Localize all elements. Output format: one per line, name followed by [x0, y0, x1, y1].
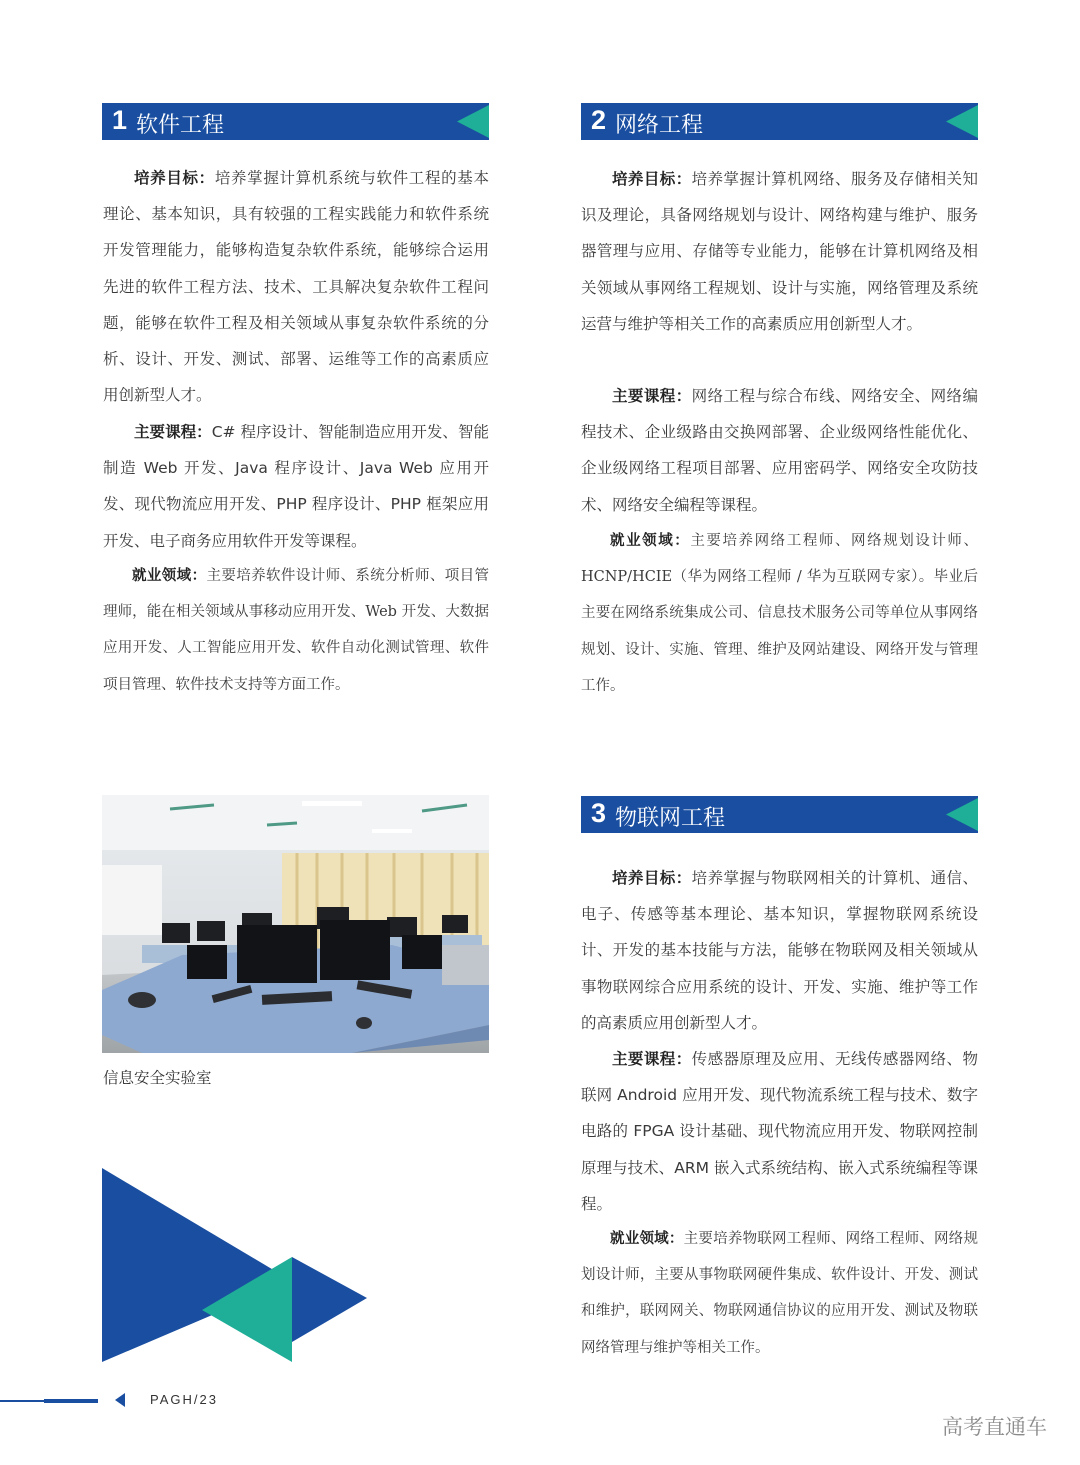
goal-text: 培养掌握计算机网络、服务及存储相关知识及理论，具备网络规划与设计、网络构建与维护、服务器管理与应用、存储等专业能力，能够在计算机网络及相关领域从事网络工程规划、设计与实施，网络管理及系统运营与维护等相关工作的高素质应用创新型人才。	[581, 170, 978, 333]
header-triangle-icon	[946, 796, 978, 833]
section-number: 2	[591, 105, 607, 135]
jobs-paragraph	[103, 558, 489, 703]
jobs-label: 就业领域：	[610, 532, 691, 549]
page-number: PAGH/23	[150, 1392, 218, 1407]
goal-paragraph	[581, 161, 978, 342]
footer-rule-thick	[44, 1399, 98, 1403]
jobs-text: 主要培养软件设计师、系统分析师、项目管理师，能在相关领域从事移动应用开发、Web 开发、大数据应用开发、人工智能应用开发、软件自动化测试管理、软件项目管理、软件技术支持等方面工作。	[103, 568, 490, 693]
goal-paragraph	[581, 860, 978, 1041]
section-header-network	[581, 103, 978, 140]
watermark: 高考直通车	[942, 1415, 1047, 1439]
goal-label: 培养目标：	[134, 169, 215, 187]
section-number: 3	[591, 798, 607, 828]
jobs-paragraph	[581, 523, 978, 704]
courses-text: C# 程序设计、智能制造应用开发、智能制造 Web 开发、Java 程序设计、Java Web 应用开发、现代物流应用开发、PHP 程序设计、PHP 框架应用开发、电子商务应用软件开发等课程。	[103, 423, 489, 550]
section-number: 1	[112, 105, 128, 135]
section-title: 软件工程	[136, 113, 225, 138]
courses-paragraph	[103, 414, 489, 559]
jobs-label: 就业领域：	[610, 1230, 684, 1247]
courses-paragraph	[581, 378, 978, 523]
section-header-software	[102, 103, 489, 140]
courses-label: 主要课程：	[134, 423, 212, 441]
courses-text: 传感器原理及应用、无线传感器网络、物联网 Android 应用开发、现代物流系统工程与技术、数字电路的 FPGA 设计基础、现代物流应用开发、物联网控制原理与技术、ARM 嵌入式系统结构、嵌入式系统编程等课程。	[581, 1050, 978, 1213]
header-triangle-icon	[946, 103, 978, 140]
jobs-label: 就业领域：	[132, 567, 207, 584]
page-arrow-icon	[115, 1393, 125, 1407]
jobs-paragraph	[581, 1221, 978, 1366]
courses-label: 主要课程：	[612, 1050, 692, 1068]
goal-paragraph	[103, 160, 489, 413]
goal-text: 培养掌握与物联网相关的计算机、通信、电子、传感等基本理论、基本知识，掌握物联网系统设计、开发的基本技能与方法，能够在物联网及相关领域从事物联网综合应用系统的设计、开发、实施、维护等工作的高素质应用创新型人才。	[581, 869, 978, 1032]
section-title: 网络工程	[615, 113, 704, 138]
goal-label: 培养目标：	[612, 170, 692, 188]
section-title: 物联网工程	[615, 806, 726, 831]
courses-label: 主要课程：	[612, 387, 692, 405]
jobs-text: 主要培养物联网工程师、网络工程师、网络规划设计师，主要从事物联网硬件集成、软件设计、开发、测试和维护，联网网关、物联网通信协议的应用开发、测试及物联网络管理与维护等相关工作。	[581, 1231, 979, 1356]
courses-text: 网络工程与综合布线、网络安全、网络编程技术、企业级路由交换网部署、企业级网络性能优化、企业级网络工程项目部署、应用密码学、网络安全攻防技术、网络安全编程等课程。	[581, 387, 978, 514]
goal-text: 培养掌握计算机系统与软件工程的基本理论、基本知识，具有较强的工程实践能力和软件系统开发管理能力，能够构造复杂软件系统，能够综合运用先进的软件工程方法、技术、工具解决复杂软件工程问题，能够在软件工程及相关领域从事复杂软件系统的分析、设计、开发、测试、部署、运维等工作的高素质应用创新型人才。	[103, 169, 489, 405]
small-blue-triangle-icon	[292, 1257, 367, 1342]
photo-caption: 信息安全实验室	[103, 1069, 212, 1087]
goal-label: 培养目标：	[612, 869, 692, 887]
header-triangle-icon	[457, 103, 489, 140]
section-header-iot	[581, 796, 978, 833]
decorative-triangles	[102, 1168, 367, 1362]
jobs-text: 主要培养网络工程师、网络规划设计师、HCNP/HCIE（华为网络工程师 / 华为互联网专家）。毕业后主要在网络系统集成公司、信息技术服务公司等单位从事网络规划、设计、实施、管理、维护及网站建设、网络开发与管理工作。	[581, 533, 979, 694]
courses-paragraph	[581, 1041, 978, 1222]
lab-photo	[102, 795, 489, 1053]
